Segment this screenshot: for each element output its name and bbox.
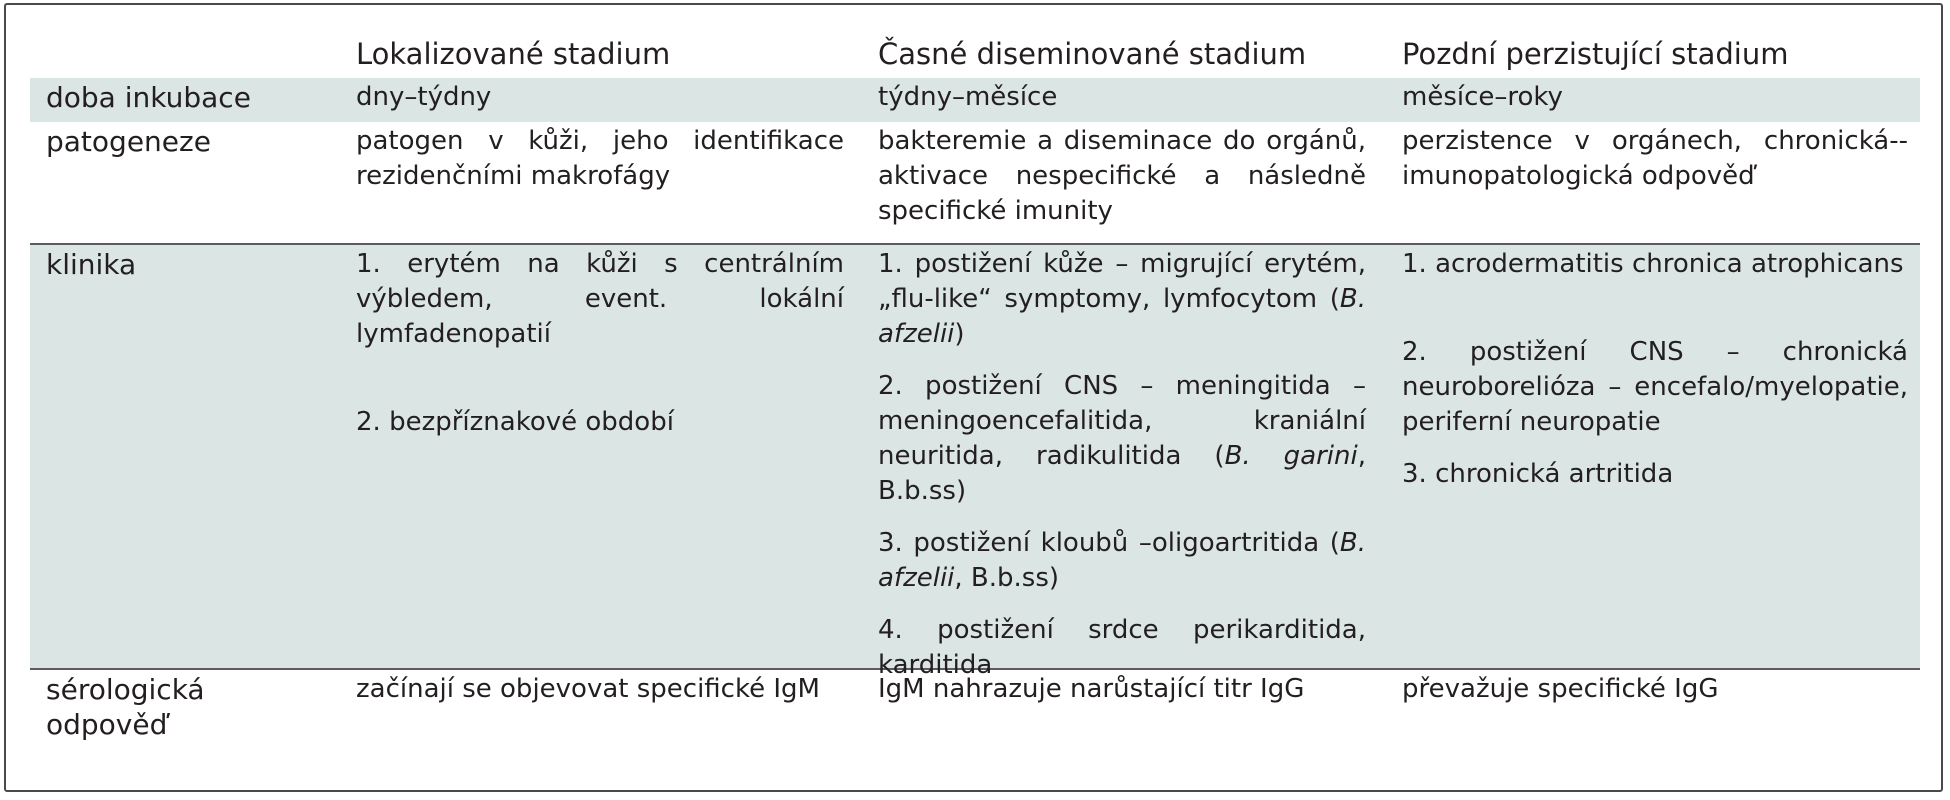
header-row (30, 31, 1920, 78)
clinical-early-item: 1. postižení kůže – migrující erytém, „flu-like“ symptomy, lymfocytom (B. afzelii) (878, 249, 1366, 349)
cell-clinical-early (856, 245, 1378, 687)
cell-incubation-early: týdny–měsíce (878, 82, 1058, 112)
clinical-late-item: 1. acrodermatitis chronica atrophicans (1402, 249, 1904, 279)
cell-incubation-late: měsíce–roky (1402, 82, 1563, 112)
lyme-stages-table (30, 31, 1920, 765)
cell-serology-late: převažuje specifické IgG (1402, 674, 1719, 704)
table-row-incubation (30, 78, 1920, 122)
header-local-stage: Lokalizované stadium (356, 37, 671, 71)
cell-pathogenesis-local: patogen v kůži, jeho identifikace rezidenčními makrofágy (356, 126, 844, 191)
cell-serology-local: začínají se objevovat specifické IgM (356, 674, 820, 704)
table-row-serology (30, 670, 1920, 765)
cell-serology-early: IgM nahrazuje narůstající titr IgG (878, 674, 1305, 704)
header-empty (30, 31, 333, 82)
cell-clinical-late (1378, 245, 1920, 687)
clinical-early-item: 2. postižení CNS – meningitida – meningoencefalitida, kraniální neuritida, radikulitida (B. garini, B.b.ss) (878, 371, 1367, 506)
clinical-early-item: 3. postižení kloubů –oligoartritida (B. afzelii, B.b.ss) (878, 528, 1366, 593)
row-label-incubation: doba inkubace (46, 81, 251, 114)
row-label-clinical: klinika (46, 248, 137, 281)
clinical-late-item: 3. chronická artritida (1402, 459, 1674, 489)
clinical-early-item: 4. postižení srdce perikarditida, karditida (878, 615, 1366, 680)
row-label-pathogenesis: patogeneze (46, 125, 211, 158)
cell-pathogenesis-early: bakteremie a diseminace do orgánů, aktivace nespecifické a následně specifické imunity (878, 126, 1366, 226)
cell-clinical-local (333, 245, 856, 687)
table-row-clinical (30, 245, 1920, 680)
table-row-pathogenesis (30, 122, 1920, 245)
cell-incubation-local: dny–týdny (356, 82, 492, 112)
row-label-serology: sérologická odpověď (46, 673, 205, 741)
clinical-late-item: 2. postižení CNS – chronická neuroborelióza – encefalo/myelopatie, periferní neuropatie (1402, 337, 1908, 437)
header-early-disseminated-stage: Časné diseminované stadium (878, 37, 1307, 71)
header-late-persistent-stage: Pozdní perzistující stadium (1402, 37, 1789, 71)
clinical-local-item: 2. bezpříznakové období (356, 407, 674, 437)
cell-pathogenesis-late: perzistence v orgánech, chronická--imunopatologická odpověď (1402, 126, 1908, 191)
clinical-local-item: 1. erytém na kůži s centrálním výbledem, event. lokální lymfadenopatií (356, 249, 844, 349)
